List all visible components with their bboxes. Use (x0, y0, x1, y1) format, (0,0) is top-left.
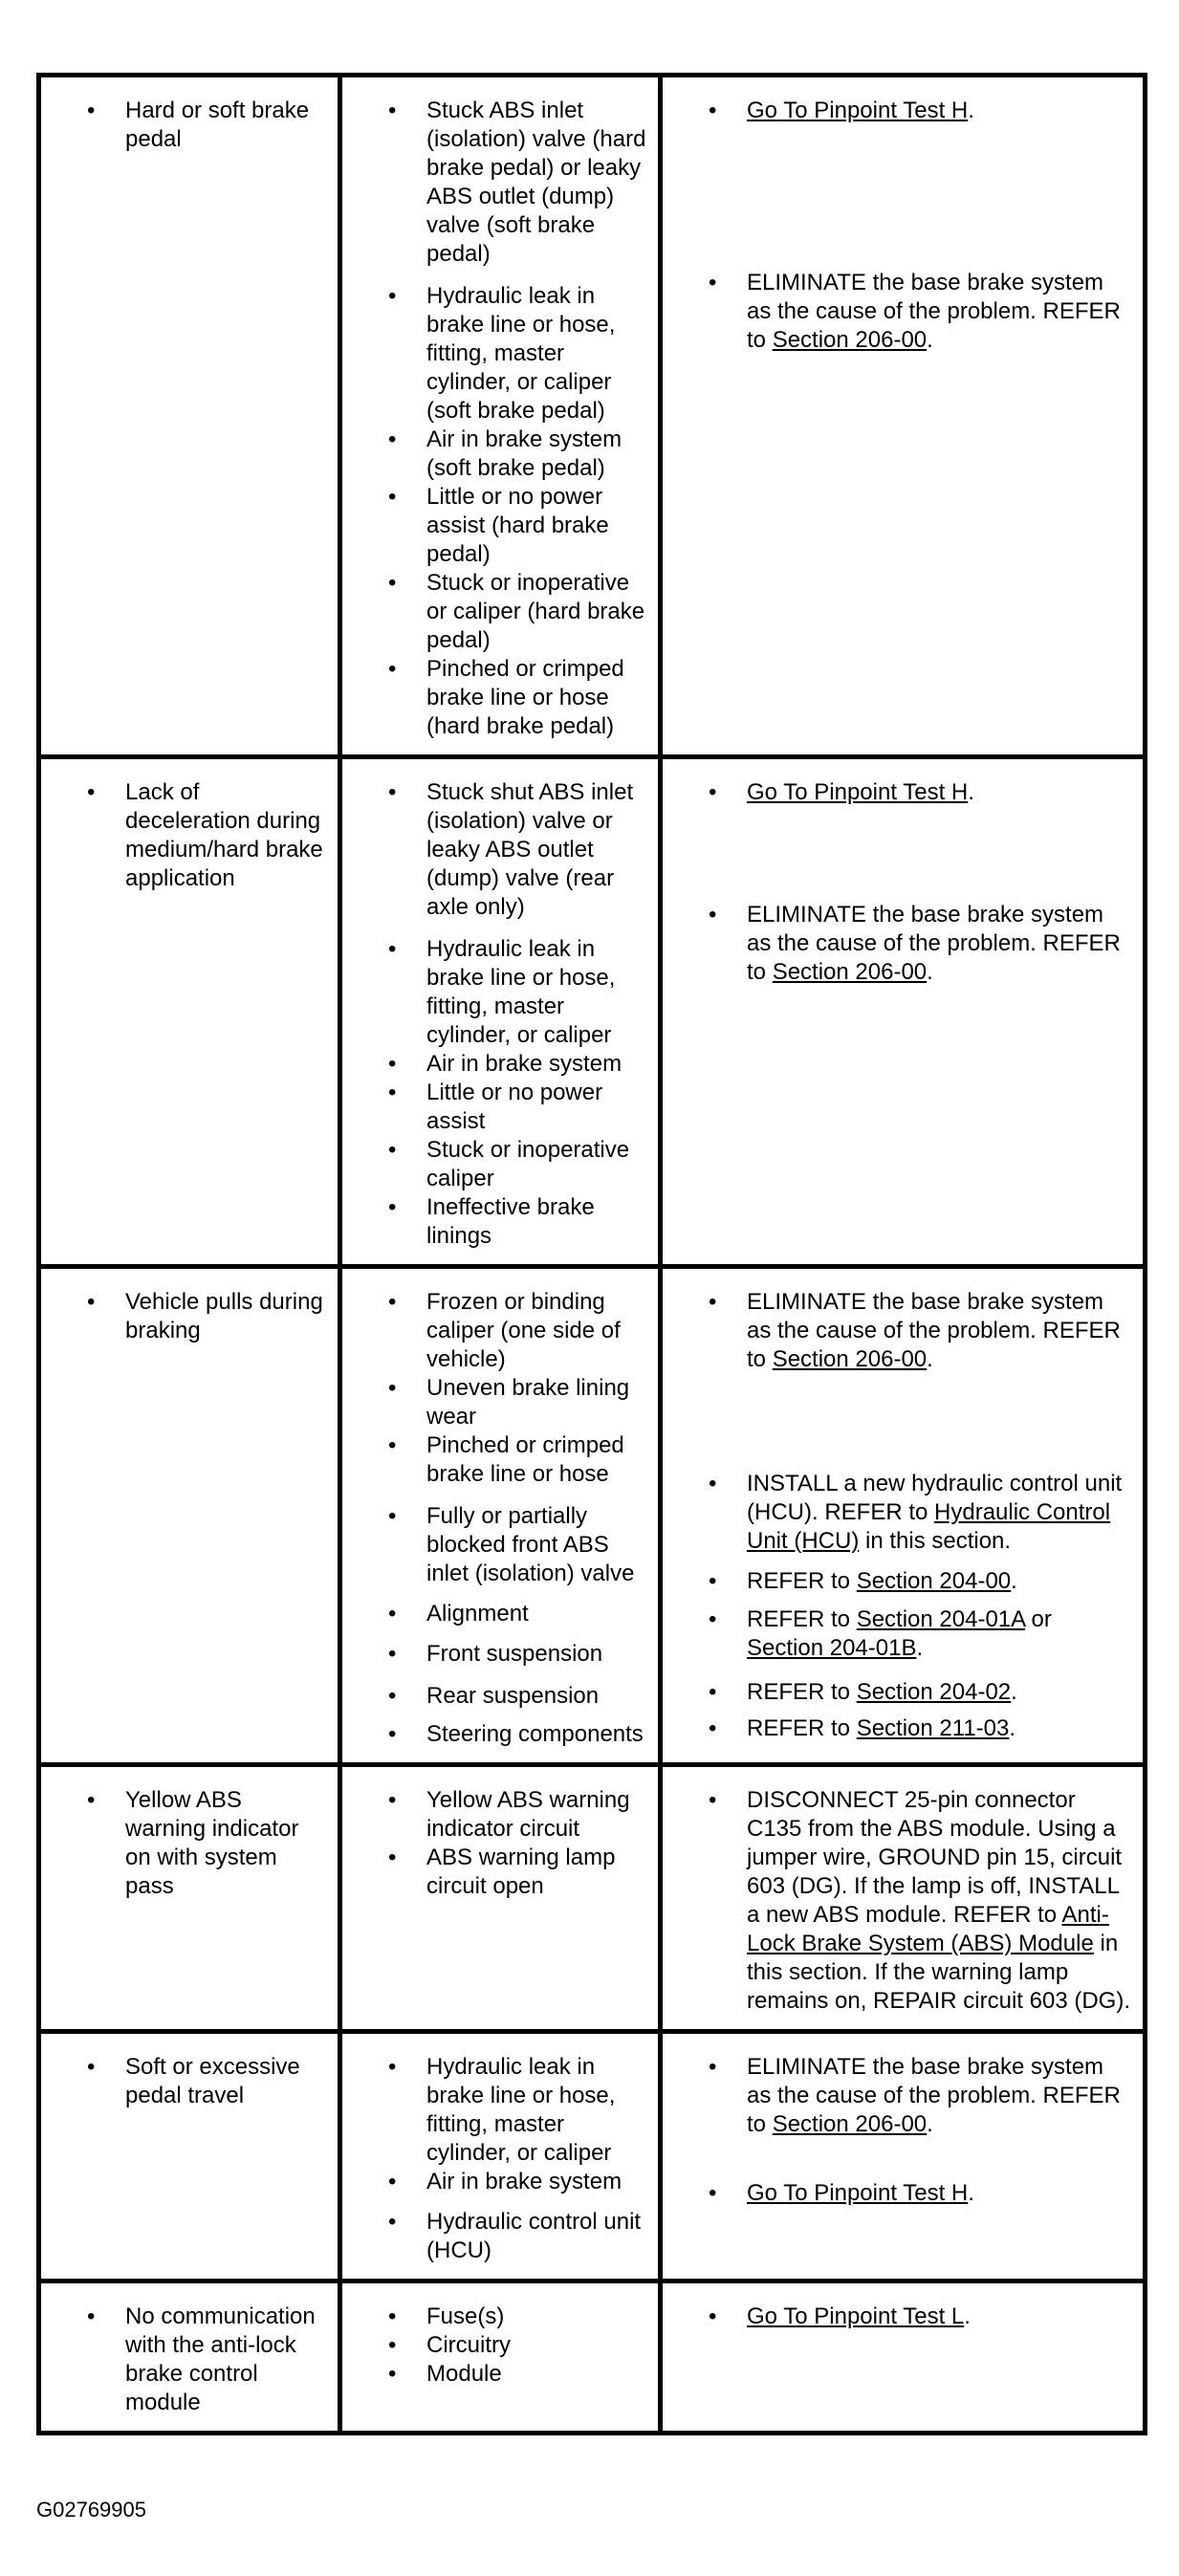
cause-cell (340, 2281, 661, 2434)
action-text: DISCONNECT 25-pin connector C135 from the ABS module. Using a jumper wire, GROUND pin 15, circuit 603 (DG). If the lamp is off, INSTALL a new ABS module. REFER to (747, 1787, 1123, 1928)
action-text: . (968, 2180, 974, 2206)
cause-text: Module (426, 2361, 502, 2387)
table-row (39, 2032, 1146, 2281)
cause-cell (340, 1267, 661, 1765)
cause-text: Pinched or crimped brake line or hose (hard brake pedal) (426, 656, 624, 739)
action-cell (661, 1765, 1146, 2032)
action-item (674, 1605, 1131, 1663)
action-text: . (1011, 1679, 1017, 1705)
action-item (674, 778, 1131, 807)
bullet-icon: • (709, 1787, 717, 1813)
action-item (674, 1786, 1131, 2016)
reference-link[interactable]: Section 204-01B (747, 1635, 917, 1661)
bullet-icon: • (709, 1606, 717, 1632)
cause-text: ABS warning lamp circuit open (426, 1845, 616, 1899)
table-row (39, 1267, 1146, 1765)
cause-text: Air in brake system (soft brake pedal) (426, 426, 622, 481)
action-text: INSTALL a new hydraulic control unit (HCU). REFER to (747, 1471, 1123, 1525)
bullet-icon: • (388, 1845, 397, 1870)
action-text: . (1009, 1715, 1016, 1741)
table-row (39, 2281, 1146, 2434)
bullet-icon: • (87, 2303, 96, 2329)
action-item (674, 1288, 1131, 1374)
bullet-icon: • (388, 1051, 397, 1077)
action-text: . (916, 1635, 924, 1661)
bullet-icon: • (388, 1080, 397, 1105)
condition-text: Lack of deceleration during medium/hard brake application (125, 779, 323, 891)
bullet-icon: • (388, 1503, 397, 1529)
cause-item (354, 2208, 646, 2265)
cause-text: Hydraulic leak in brake line or hose, fitting, master cylinder, or caliper (426, 936, 616, 1048)
cause-text: Circuitry (426, 2332, 511, 2358)
cause-item (354, 2360, 646, 2389)
action-item (674, 2303, 1131, 2331)
cause-text: Pinched or crimped brake line or hose (426, 1432, 624, 1487)
action-text: . (964, 2303, 971, 2329)
condition-cell (39, 2032, 340, 2281)
cause-text: Alignment (426, 1601, 529, 1626)
action-text: . (927, 2111, 933, 2137)
action-item (674, 1678, 1131, 1707)
action-cell (661, 2281, 1146, 2434)
condition-cell (39, 1765, 340, 2032)
bullet-icon: • (709, 902, 717, 928)
cause-text: Stuck or inoperative or caliper (hard brake pedal) (426, 570, 645, 653)
cause-text: Stuck ABS inlet (isolation) valve (hard brake pedal) or leaky ABS outlet (dump) valve (soft brake pedal) (426, 98, 646, 267)
cause-item (354, 1374, 646, 1431)
cause-text: Hydraulic leak in brake line or hose, fitting, master cylinder, or caliper (soft brake pedal) (426, 283, 616, 424)
reference-link[interactable]: Go To Pinpoint Test H (747, 779, 969, 805)
bullet-icon: • (709, 2303, 717, 2329)
action-text: . (1011, 1568, 1017, 1594)
bullet-icon: • (709, 2054, 717, 2080)
cause-item (354, 655, 646, 741)
reference-link[interactable]: Section 204-01A (856, 1606, 1025, 1632)
bullet-icon: • (709, 2180, 717, 2206)
cause-item (354, 282, 646, 426)
bullet-icon: • (709, 270, 717, 295)
action-item (674, 97, 1131, 125)
bullet-icon: • (87, 2054, 96, 2080)
condition-cell (39, 76, 340, 757)
bullet-icon: • (388, 2169, 397, 2194)
cause-item (354, 1682, 646, 1711)
condition-text: Yellow ABS warning indicator on with system pass (125, 1787, 299, 1899)
bullet-icon: • (388, 2209, 397, 2235)
table-row (39, 76, 1146, 757)
cause-item (354, 1288, 646, 1374)
condition-item (53, 1288, 326, 1345)
condition-cell (39, 757, 340, 1267)
bullet-icon: • (709, 779, 717, 805)
action-item (674, 1567, 1131, 1596)
bullet-icon: • (388, 1375, 397, 1401)
bullet-icon: • (388, 283, 397, 309)
bullet-icon: • (388, 484, 397, 510)
cause-text: Air in brake system (426, 2169, 622, 2194)
bullet-icon: • (388, 1137, 397, 1163)
bullet-icon: • (388, 1289, 397, 1315)
cause-item (354, 2053, 646, 2168)
bullet-icon: • (87, 98, 96, 123)
bullet-icon: • (87, 1787, 96, 1813)
action-text: ELIMINATE the base brake system as the cause of the problem. REFER to (747, 902, 1121, 985)
cause-text: Steering components (426, 1721, 644, 1747)
bullet-icon: • (388, 2054, 397, 2080)
action-text: . (927, 1346, 933, 1372)
condition-item (53, 2303, 326, 2417)
cause-text: Fully or partially blocked front ABS inlet (isolation) valve (426, 1503, 635, 1586)
cause-item (354, 935, 646, 1050)
condition-text: Hard or soft brake pedal (125, 98, 310, 152)
action-text: REFER to (747, 1679, 857, 1705)
cause-item (354, 1193, 646, 1251)
cause-item (354, 426, 646, 483)
condition-cell (39, 2281, 340, 2434)
action-text: REFER to (747, 1606, 857, 1632)
action-text: ELIMINATE the base brake system as the cause of the problem. REFER to (747, 2054, 1121, 2137)
bullet-icon: • (709, 1471, 717, 1496)
cause-item (354, 97, 646, 269)
figure-id: G02769905 (36, 2498, 146, 2521)
cause-item (354, 1136, 646, 1193)
cause-text: Ineffective brake linings (426, 1194, 595, 1249)
cause-item (354, 1786, 646, 1844)
bullet-icon: • (388, 779, 397, 805)
action-text: REFER to (747, 1715, 857, 1741)
condition-cell (39, 1267, 340, 1765)
bullet-icon: • (388, 570, 397, 596)
action-text: in this section. (859, 1528, 1012, 1554)
reference-link[interactable]: Go To Pinpoint Test L (747, 2303, 965, 2329)
action-item (674, 1714, 1131, 1743)
condition-text: Soft or excessive pedal travel (125, 2054, 300, 2108)
action-cell (661, 76, 1146, 757)
action-item (674, 2053, 1131, 2139)
cause-item (354, 1640, 646, 1669)
cause-cell (340, 1765, 661, 2032)
cause-item (354, 1431, 646, 1489)
condition-item (53, 778, 326, 893)
bullet-icon: • (388, 1721, 397, 1747)
table-row (39, 1765, 1146, 2032)
cause-item (354, 1600, 646, 1628)
bullet-icon: • (709, 98, 717, 123)
action-item (674, 2179, 1131, 2208)
bullet-icon: • (388, 2332, 397, 2358)
action-text: or (1024, 1606, 1052, 1632)
cause-text: Little or no power assist (hard brake pedal) (426, 484, 609, 567)
cause-item (354, 483, 646, 569)
cause-item (354, 2168, 646, 2196)
bullet-icon: • (388, 656, 397, 682)
reference-link[interactable]: Section 204-00 (856, 1568, 1012, 1594)
action-text: ELIMINATE the base brake system as the cause of the problem. REFER to (747, 270, 1121, 353)
table-body (39, 76, 1146, 2434)
cause-text: Stuck or inoperative caliper (426, 1137, 630, 1191)
cause-item (354, 569, 646, 655)
bullet-icon: • (87, 779, 96, 805)
cause-text: Little or no power assist (426, 1080, 603, 1134)
action-item (674, 901, 1131, 987)
bullet-icon: • (388, 426, 397, 452)
bullet-icon: • (388, 1641, 397, 1667)
cause-item (354, 2303, 646, 2331)
cause-item (354, 1502, 646, 1588)
cause-text: Yellow ABS warning indicator circuit (426, 1787, 630, 1842)
action-text: ELIMINATE the base brake system as the cause of the problem. REFER to (747, 1289, 1121, 1372)
cause-text: Uneven brake lining wear (426, 1375, 630, 1430)
action-cell (661, 1267, 1146, 1765)
bullet-icon: • (388, 936, 397, 962)
bullet-icon: • (709, 1289, 717, 1315)
cause-item (354, 778, 646, 922)
reference-link[interactable]: Section 206-00 (772, 327, 928, 353)
bullet-icon: • (388, 98, 397, 123)
action-item (674, 1470, 1131, 1556)
reference-link[interactable]: Section 211-03 (856, 1715, 1010, 1741)
cause-item (354, 1844, 646, 1901)
bullet-icon: • (388, 1194, 397, 1220)
reference-link[interactable]: Go To Pinpoint Test H (747, 98, 969, 123)
condition-text: Vehicle pulls during braking (125, 1289, 323, 1343)
bullet-icon: • (388, 1601, 397, 1626)
bullet-icon: • (709, 1568, 717, 1594)
reference-link[interactable]: Go To Pinpoint Test H (747, 2180, 969, 2206)
cause-text: Hydraulic control unit (HCU) (426, 2209, 642, 2263)
action-text: . (927, 327, 933, 353)
bullet-icon: • (87, 1289, 96, 1315)
condition-item (53, 1786, 326, 1901)
cause-item (354, 1079, 646, 1136)
cause-cell (340, 757, 661, 1267)
diagnosis-table (36, 73, 1147, 2435)
condition-text: No communication with the anti-lock brake control module (125, 2303, 316, 2415)
bullet-icon: • (388, 1787, 397, 1813)
bullet-icon: • (709, 1715, 717, 1741)
bullet-icon: • (709, 1679, 717, 1705)
action-cell (661, 757, 1146, 1267)
action-text: REFER to (747, 1568, 857, 1594)
cause-text: Stuck shut ABS inlet (isolation) valve or leaky ABS outlet (dump) valve (rear axle only) (426, 779, 634, 920)
cause-cell (340, 2032, 661, 2281)
cause-text: Air in brake system (426, 1051, 622, 1077)
action-text: . (927, 959, 933, 985)
action-item (674, 269, 1131, 355)
reference-link[interactable]: Section 206-00 (772, 2111, 928, 2137)
action-text: . (968, 98, 974, 123)
action-cell (661, 2032, 1146, 2281)
reference-link[interactable]: Hydraulic Control Unit (HCU) (747, 1499, 1111, 1554)
cause-text: Rear suspension (426, 1683, 600, 1709)
table-row (39, 757, 1146, 1267)
reference-link[interactable]: Section 206-00 (772, 1346, 928, 1372)
bullet-icon: • (388, 1432, 397, 1458)
cause-text: Front suspension (426, 1641, 603, 1667)
bullet-icon: • (388, 2361, 397, 2387)
cause-item (354, 2331, 646, 2360)
cause-item (354, 1720, 646, 1749)
reference-link[interactable]: Section 204-02 (856, 1679, 1012, 1705)
action-text: in this section. If the warning lamp remains on, REPAIR circuit 603 (DG). (747, 1931, 1131, 2014)
cause-text: Frozen or binding caliper (one side of vehicle) (426, 1289, 621, 1372)
condition-item (53, 97, 326, 154)
cause-text: Hydraulic leak in brake line or hose, fitting, master cylinder, or caliper (426, 2054, 616, 2166)
action-text: . (968, 779, 974, 805)
bullet-icon: • (388, 2303, 397, 2329)
bullet-icon: • (388, 1683, 397, 1709)
condition-item (53, 2053, 326, 2110)
cause-item (354, 1050, 646, 1079)
cause-text: Fuse(s) (426, 2303, 505, 2329)
reference-link[interactable]: Section 206-00 (772, 959, 928, 985)
cause-cell (340, 76, 661, 757)
reference-link[interactable]: Anti-Lock Brake System (ABS) Module (747, 1902, 1109, 1956)
